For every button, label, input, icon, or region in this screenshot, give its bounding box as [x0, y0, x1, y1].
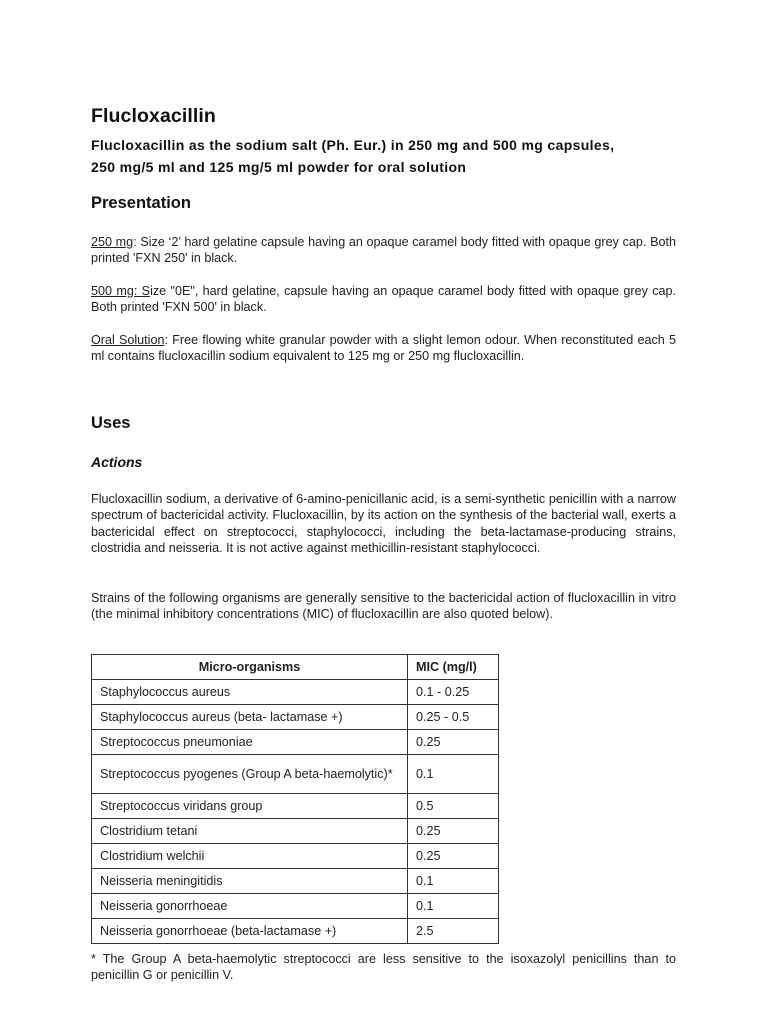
uses-heading: Uses: [91, 414, 131, 432]
table-row: [92, 705, 499, 730]
presentation-250mg: [91, 234, 676, 267]
table-row: [92, 919, 499, 944]
table-row: [92, 894, 499, 919]
mic-cell: 0.5: [408, 794, 499, 819]
organism-cell: Neisseria gonorrhoeae: [92, 894, 408, 919]
document-subtitle: [91, 134, 614, 178]
mic-cell: 2.5: [408, 919, 499, 944]
document-title: Flucloxacillin: [91, 105, 216, 127]
organism-cell: Neisseria meningitidis: [92, 869, 408, 894]
mic-cell: 0.25: [408, 730, 499, 755]
presentation-500mg-label: 500 mg: S: [91, 284, 151, 298]
mic-cell: 0.1: [408, 869, 499, 894]
table-row: [92, 680, 499, 705]
subtitle-line-1: Flucloxacillin as the sodium salt (Ph. Eur.) in 250 mg and 500 mg capsules,: [91, 137, 615, 153]
organism-cell: Clostridium welchii: [92, 844, 408, 869]
mic-cell: 0.1: [408, 894, 499, 919]
organism-cell: Neisseria gonorrhoeae (beta-lactamase +): [92, 919, 408, 944]
table-row: [92, 730, 499, 755]
subtitle-line-2: 250 mg/5 ml and 125 mg/5 ml powder for oral solution: [91, 159, 467, 175]
mic-cell: 0.1 - 0.25: [408, 680, 499, 705]
organism-cell: Clostridium tetani: [92, 819, 408, 844]
organism-cell: Streptococcus viridans group: [92, 794, 408, 819]
presentation-250mg-text: : Size ‘2’ hard gelatine capsule having an opaque caramel body fitted with opaque grey cap. Both printed 'FXN 250' in black.: [91, 235, 676, 266]
presentation-500mg: [91, 283, 676, 316]
mic-cell: 0.25 - 0.5: [408, 705, 499, 730]
sensitivity-paragraph: Strains of the following organisms are generally sensitive to the bactericidal action of flucloxacillin in vitro (the minimal inhibitory concentrations (MIC) of flucloxacillin are also quoted below).: [91, 591, 676, 622]
presentation-500mg-text: ize "0E", hard gelatine, capsule having an opaque caramel body fitted with opaque grey cap. Both printed 'FXN 500' in black.: [91, 284, 676, 315]
table-row: [92, 844, 499, 869]
organism-cell: Staphylococcus aureus (beta- lactamase +): [92, 705, 408, 730]
presentation-250mg-label: 250 mg: [91, 235, 134, 249]
presentation-oral-solution-label: Oral Solution: [91, 333, 165, 347]
presentation-heading: Presentation: [91, 194, 191, 212]
table-row: [92, 819, 499, 844]
column-header-organisms: Micro-organisms: [92, 655, 408, 680]
table-row: [92, 794, 499, 819]
table-header-row: [92, 655, 499, 680]
actions-paragraph: Flucloxacillin sodium, a derivative of 6-amino-penicillanic acid, is a semi-synthetic penicillin with a narrow spectrum of bactericidal activity. Flucloxacillin, by its action on the synthesis of the bacterial wall, exerts a bactericidal effect on streptococci, staphylococci, including the beta-lactamase-producing strains, clostridia and neisseria. It is not active against methicillin-resistant staphylococci.: [91, 492, 676, 555]
mic-cell: 0.25: [408, 819, 499, 844]
actions-heading: Actions: [91, 454, 143, 470]
organism-cell: Staphylococcus aureus: [92, 680, 408, 705]
table-row: [92, 755, 499, 794]
mic-cell: 0.1: [408, 755, 499, 794]
presentation-oral-solution-text: : Free flowing white granular powder with a slight lemon odour. When reconstituted each 5 ml contains flucloxacillin sodium equivalent to 125 mg or 250 mg flucloxacillin.: [91, 333, 676, 364]
mic-table: [91, 654, 499, 944]
organism-cell: Streptococcus pyogenes (Group A beta-haemolytic)*: [92, 755, 408, 794]
column-header-mic: MIC (mg/l): [408, 655, 499, 680]
table-row: [92, 869, 499, 894]
table-footnote: * The Group A beta-haemolytic streptococci are less sensitive to the isoxazolyl penicillins than to penicillin G or penicillin V.: [91, 952, 676, 983]
organism-cell: Streptococcus pneumoniae: [92, 730, 408, 755]
mic-cell: 0.25: [408, 844, 499, 869]
presentation-oral-solution: [91, 332, 676, 365]
